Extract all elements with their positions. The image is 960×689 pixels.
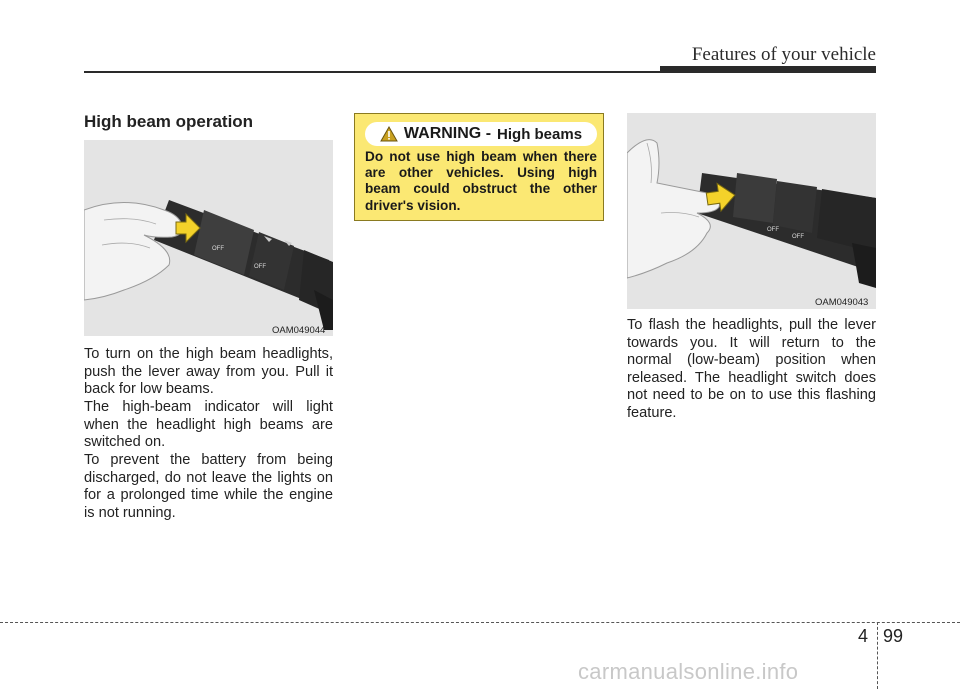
warning-header: [365, 122, 597, 146]
lever-pull-illustration: [627, 113, 876, 309]
figure-flash-pull: [627, 113, 876, 309]
warning-subject: High beams: [497, 125, 583, 143]
section-header-title: Features of your vehicle: [691, 44, 876, 65]
warning-label: WARNING -: [403, 125, 492, 142]
warning-body: Do not use high beam when there are other vehicles. Using high beam could obstruct the other driver's vision.: [365, 149, 597, 213]
lever-push-illustration: [84, 140, 333, 336]
chapter-number: 4: [858, 626, 869, 646]
footer-divider: [877, 622, 878, 689]
figure-high-beam-push: [84, 140, 333, 336]
warning-box: [354, 113, 604, 221]
header-rule-accent: [660, 66, 876, 73]
paragraph-indicator: The high-beam indicator will light when the headlight high beams are switched on.: [84, 399, 333, 450]
paragraph-flash: To flash the headlights, pull the lever towards you. It will return to the normal (low-beam) position when released. The headlight switch does not need to be on to use this flashing feature.: [627, 317, 876, 421]
page-number: 99: [883, 626, 904, 646]
watermark: carmanualsonline.info: [578, 659, 799, 684]
paragraph-battery: To prevent the battery from being discharged, do not leave the lights on for a prolonged time while the engine is not running.: [84, 452, 333, 521]
lever-off-label: OFF: [254, 264, 266, 270]
lever-off-label: OFF: [792, 234, 804, 240]
section-heading: High beam operation: [84, 112, 254, 131]
lever-off-label: OFF: [212, 246, 224, 252]
lever-off-label: OFF: [767, 227, 779, 233]
paragraph-high-beam-on: To turn on the high beam headlights, push the lever away from you. Pull it back for low beams.: [84, 346, 333, 397]
footer-rule: [0, 622, 960, 623]
figure-code: OAM049043: [815, 297, 869, 308]
figure-code: OAM049044: [272, 325, 326, 336]
warning-triangle-icon: [380, 126, 398, 142]
